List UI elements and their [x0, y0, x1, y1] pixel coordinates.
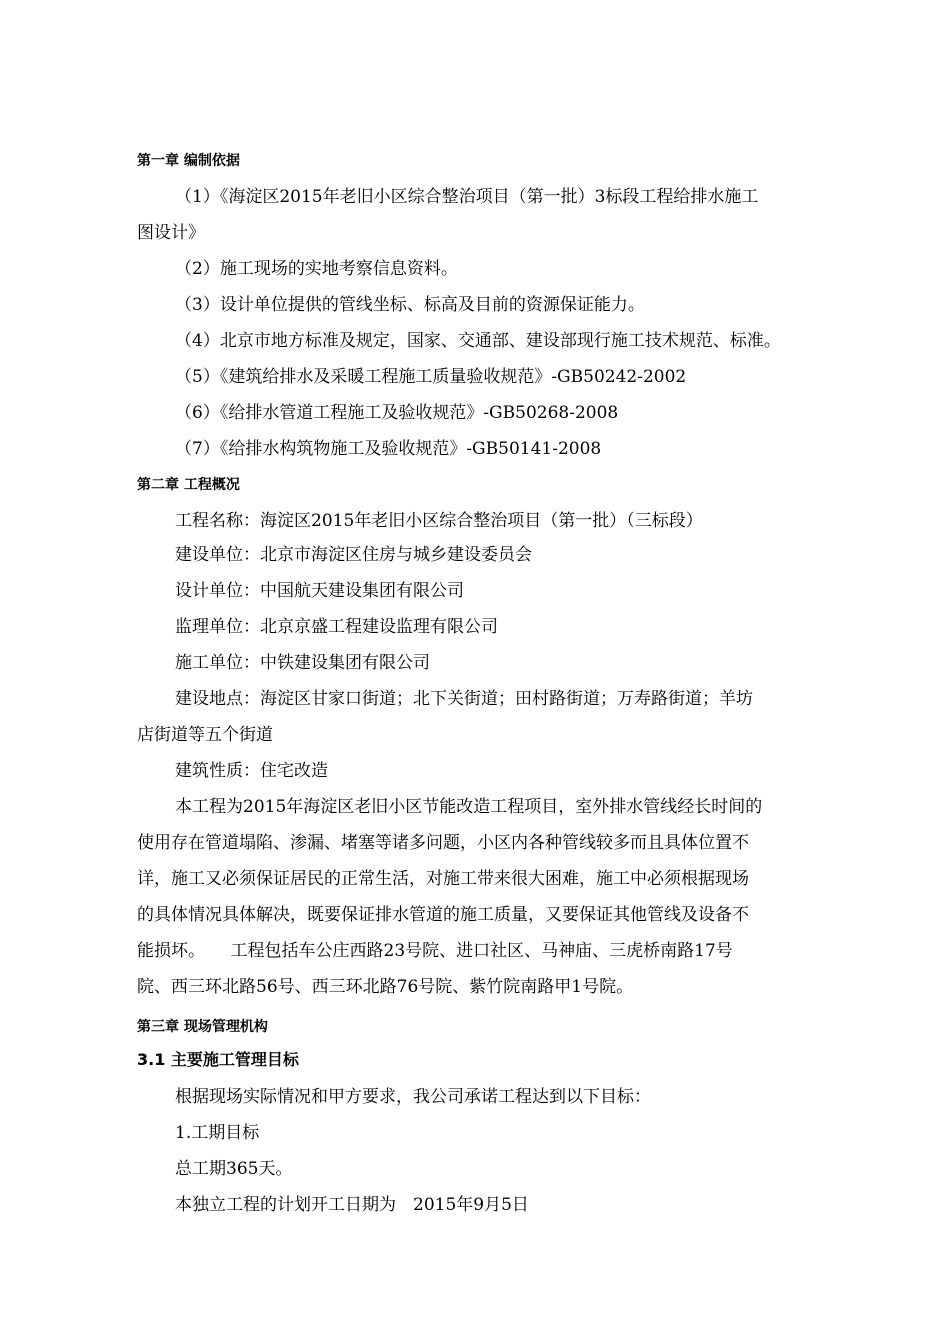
overview-paragraph-line-4: 的具体情况具体解决，既要保证排水管道的施工质量，又要保证其他管线及设备不	[137, 905, 749, 925]
chapter-2-title: 第二章 工程概况	[137, 477, 240, 493]
ch1-item-1-cont: 图设计》	[137, 223, 205, 243]
ch1-item-3: （3）设计单位提供的管线坐标、标高及目前的资源保证能力。	[175, 295, 645, 315]
overview-paragraph-line-5: 能损坏。 工程包括车公庄西路23号院、进口社区、马神庙、三虎桥南路17号	[137, 941, 733, 961]
design-unit: 设计单位：中国航天建设集团有限公司	[175, 581, 464, 601]
schedule-target-heading: 1.工期目标	[175, 1123, 260, 1143]
building-nature: 建筑性质：住宅改造	[175, 761, 328, 781]
construction-unit: 施工单位：中铁建设集团有限公司	[175, 653, 430, 673]
chapter-1-title: 第一章 编制依据	[137, 153, 240, 169]
ch1-item-5: （5）《建筑给排水及采暖工程施工质量验收规范》-GB50242-2002	[175, 367, 687, 387]
overview-paragraph-line-6: 院、西三环北路56号、西三环北路76号院、紫竹院南路甲1号院。	[137, 977, 634, 997]
overview-paragraph-line-1: 本工程为2015年海淀区老旧小区节能改造工程项目，室外排水管线经长时间的	[175, 797, 763, 817]
chapter-3-title: 第三章 现场管理机构	[137, 1019, 268, 1035]
ch1-item-2: （2）施工现场的实地考察信息资料。	[175, 259, 458, 279]
ch1-item-7: （7）《给排水构筑物施工及验收规范》-GB50141-2008	[175, 439, 602, 459]
section-3-1-title: 3.1 主要施工管理目标	[137, 1050, 299, 1069]
total-duration: 总工期365天。	[175, 1159, 293, 1179]
client-unit: 建设单位：北京市海淀区住房与城乡建设委员会	[175, 545, 532, 565]
construction-site: 建设地点：海淀区甘家口街道；北下关街道；田村路街道；万寿路街道；羊坊	[175, 689, 753, 709]
targets-intro: 根据现场实际情况和甲方要求，我公司承诺工程达到以下目标：	[175, 1087, 651, 1107]
construction-site-cont: 店街道等五个街道	[137, 725, 273, 745]
planned-start-date: 本独立工程的计划开工日期为 2015年9月5日	[175, 1195, 529, 1215]
ch1-item-4: （4）北京市地方标准及规定，国家、交通部、建设部现行施工技术规范、标准。	[175, 331, 781, 351]
project-name: 工程名称：海淀区2015年老旧小区综合整治项目（第一批）（三标段）	[175, 511, 703, 531]
overview-paragraph-line-2: 使用存在管道塌陷、渗漏、堵塞等诸多问题，小区内各种管线较多而且具体位置不	[137, 833, 749, 853]
overview-paragraph-line-3: 详，施工又必须保证居民的正常生活，对施工带来很大困难，施工中必须根据现场	[137, 869, 749, 889]
supervision-unit: 监理单位：北京京盛工程建设监理有限公司	[175, 617, 498, 637]
ch1-item-1: （1）《海淀区2015年老旧小区综合整治项目（第一批）3标段工程给排水施工	[175, 187, 759, 207]
ch1-item-6: （6）《给排水管道工程施工及验收规范》-GB50268-2008	[175, 403, 619, 423]
